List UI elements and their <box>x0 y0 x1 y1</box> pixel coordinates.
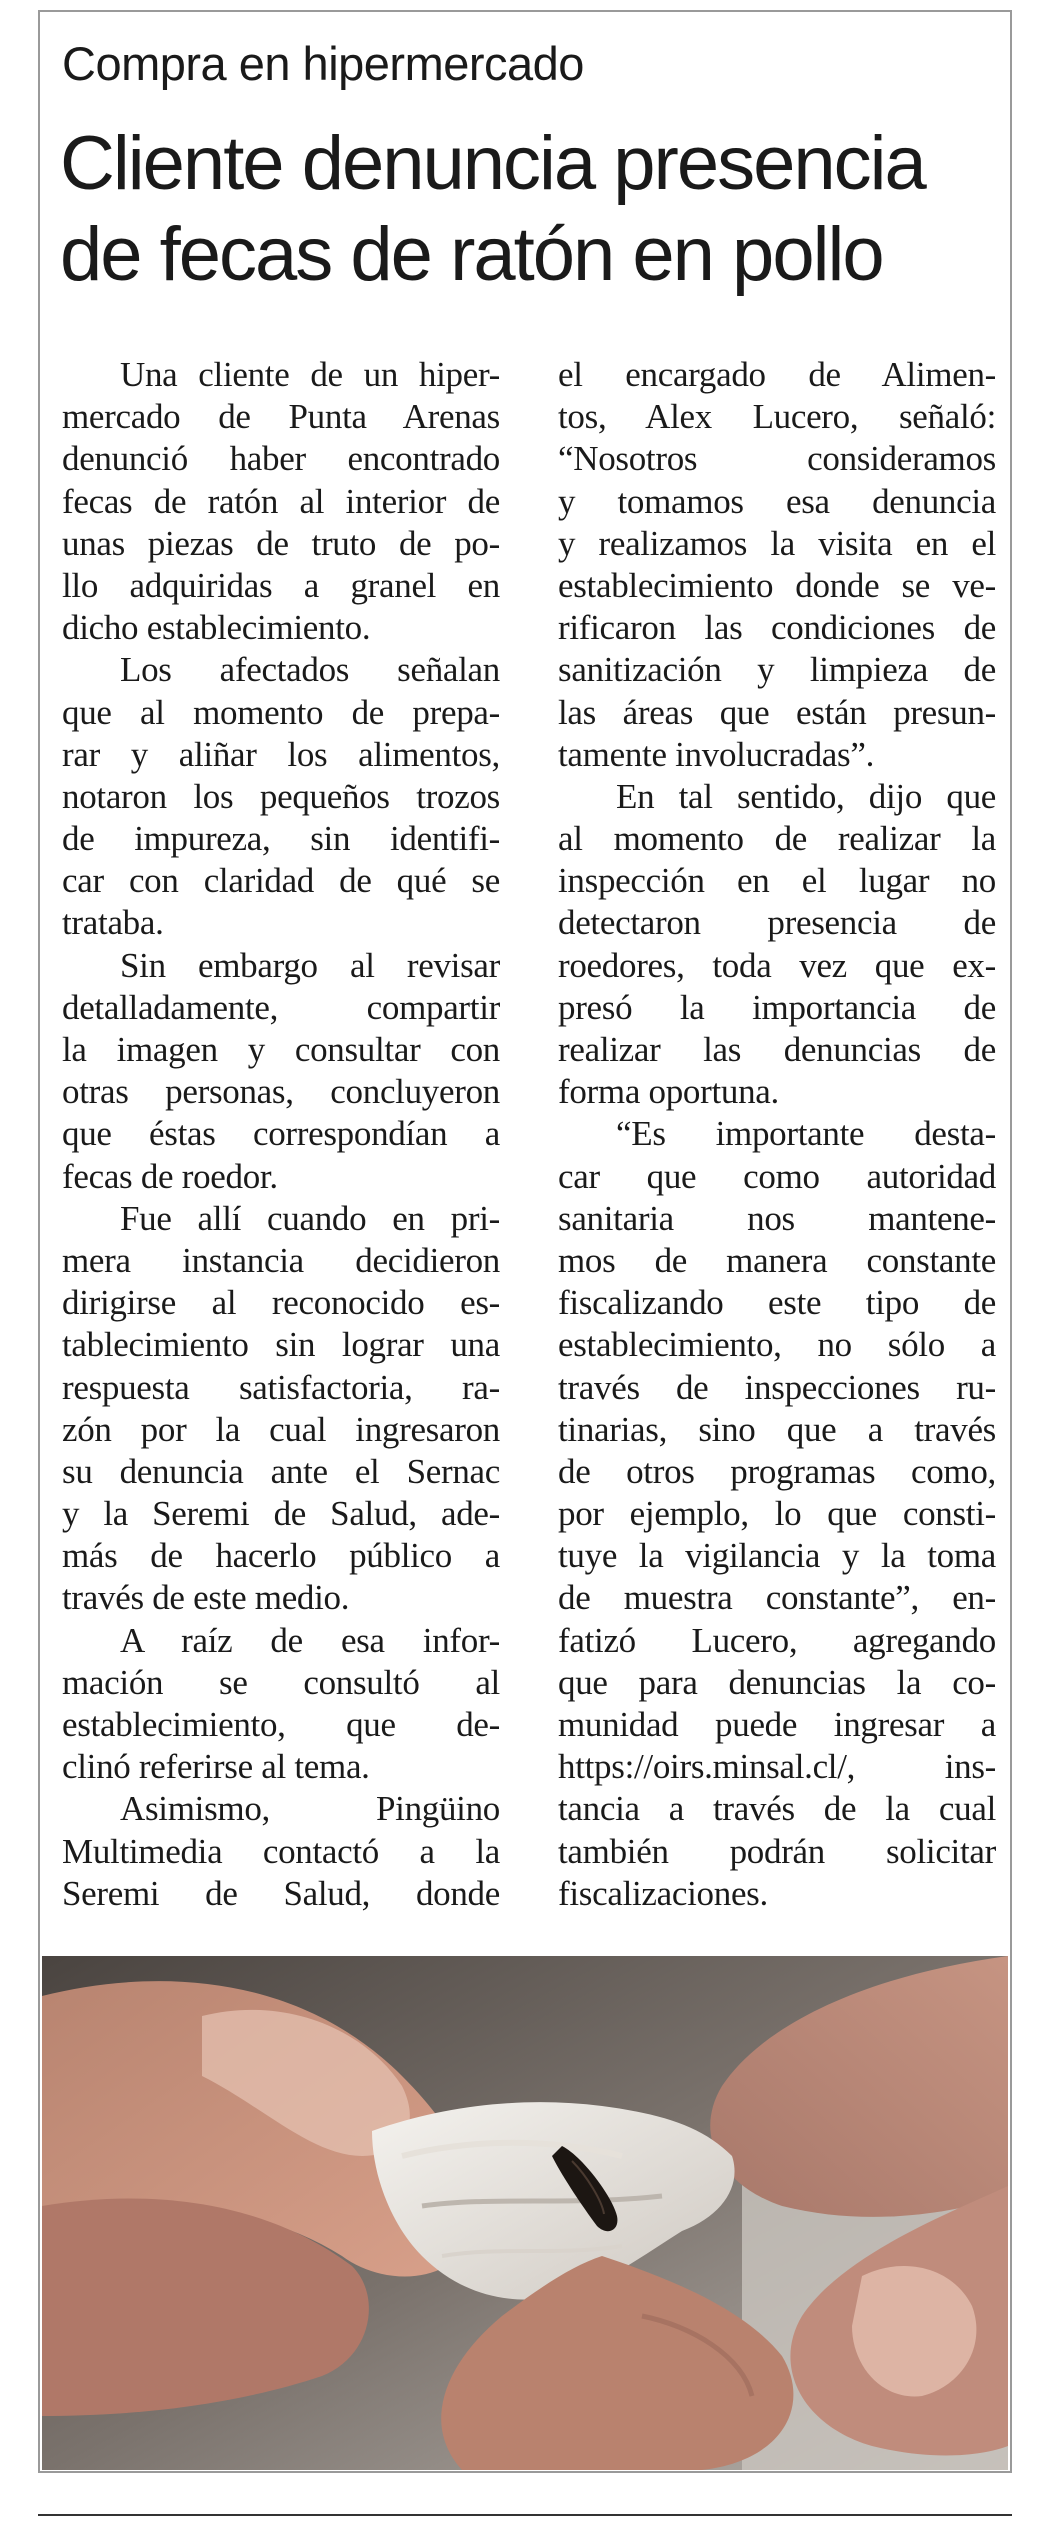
body-text-line: al momento de realizar la <box>558 819 996 859</box>
body-text-line: trataba. <box>62 903 164 943</box>
photo-fingers-chicken-skin <box>42 1956 1008 2470</box>
body-text-line: detectaron presencia de <box>558 903 996 943</box>
body-text-line: denunció haber encontrado <box>62 439 500 479</box>
body-text-line: fiscalizando este tipo de <box>558 1283 996 1323</box>
headline-line-2: de fecas de ratón en pollo <box>60 212 883 297</box>
text-column-left <box>62 354 500 1915</box>
body-text-line: dicho establecimiento. <box>62 608 371 648</box>
body-text-line: tancia a través de la cual <box>558 1789 996 1829</box>
body-text-line: sanitización y limpieza de <box>558 650 996 690</box>
body-text-line: establecimiento, no sólo a <box>558 1325 996 1365</box>
body-text-line: Seremi de Salud, donde <box>62 1873 500 1913</box>
body-text-line: través de este medio. <box>62 1578 350 1618</box>
body-text-line: rar y aliñar los alimentos, <box>62 734 500 774</box>
body-text-line: y la Seremi de Salud, ade- <box>62 1494 500 1534</box>
body-text-line: forma oportuna. <box>558 1072 779 1112</box>
body-text-line: clinó referirse al tema. <box>62 1747 370 1787</box>
body-text-line: Fue allí cuando en pri- <box>120 1198 500 1238</box>
body-text-line: https://oirs.minsal.cl/, ins- <box>558 1747 996 1787</box>
body-text-line: por ejemplo, lo que consti- <box>558 1494 996 1534</box>
body-text-line: fiscalizaciones. <box>558 1873 768 1913</box>
page-bottom-rule <box>38 2514 1012 2516</box>
body-text-line: Una cliente de un hiper- <box>120 355 500 394</box>
body-text-line: Asimismo, Pingüino <box>120 1789 500 1829</box>
body-text-line: zón por la cual ingresaron <box>62 1409 500 1449</box>
body-text-line: tamente involucradas”. <box>558 734 875 774</box>
body-text-line: que éstas correspondían a <box>62 1114 500 1154</box>
body-text-line: unas piezas de truto de po- <box>62 523 500 563</box>
kicker: Compra en hipermercado <box>62 37 584 90</box>
body-text-line: fecas de roedor. <box>62 1156 278 1196</box>
body-text-line: tinarias, sino que a través <box>558 1409 996 1449</box>
body-text-line: que para denuncias la co- <box>558 1662 996 1702</box>
article-body <box>62 354 1002 1914</box>
body-text-line: establecimiento, que de- <box>62 1705 500 1744</box>
body-text-line: de impureza, sin identifi- <box>62 819 500 859</box>
body-text-line: presó la importancia de <box>558 987 996 1027</box>
body-text-line: su denuncia ante el Sernac <box>62 1451 500 1491</box>
body-text-line: A raíz de esa infor- <box>120 1620 500 1660</box>
body-text-line: tablecimiento sin lograr una <box>62 1325 500 1365</box>
body-text-line: notaron los pequeños trozos <box>62 776 500 816</box>
body-text-line: mación se consultó al <box>62 1662 500 1702</box>
body-text-line: mercado de Punta Arenas <box>62 397 500 437</box>
body-text-line: la imagen y consultar con <box>62 1030 500 1069</box>
body-text-line: las áreas que están presun- <box>558 692 996 732</box>
headline <box>60 118 990 300</box>
body-text-line: fecas de ratón al interior de <box>62 481 500 521</box>
body-text-line: el encargado de Alimen- <box>558 355 996 394</box>
body-text-line: fatizó Lucero, agregando <box>558 1620 996 1660</box>
body-text-line: munidad puede ingresar a <box>558 1705 996 1744</box>
body-text-line: también podrán solicitar <box>558 1831 996 1871</box>
body-text-line: mera instancia decidieron <box>62 1240 500 1280</box>
body-text-line: rificaron las condiciones de <box>558 608 996 648</box>
body-text-line: dirigirse al reconocido es- <box>62 1283 500 1323</box>
body-text-line: Sin embargo al revisar <box>120 945 500 985</box>
article-photo <box>42 1956 1008 2470</box>
body-text-line: car con claridad de qué se <box>62 861 500 901</box>
body-text-line: que al momento de prepa- <box>62 692 500 732</box>
body-text-line: mos de manera constante <box>558 1240 996 1280</box>
body-text-line: En tal sentido, dijo que <box>616 776 996 816</box>
body-text-line: través de inspecciones ru- <box>558 1367 996 1407</box>
body-text-line: detalladamente, compartir <box>62 987 500 1027</box>
body-text-line: tos, Alex Lucero, señaló: <box>558 397 996 437</box>
body-text-line: tuye la vigilancia y la toma <box>558 1536 996 1576</box>
body-text-line: inspección en el lugar no <box>558 861 996 901</box>
body-text-line: car que como autoridad <box>558 1156 996 1196</box>
body-text-line: establecimiento donde se ve- <box>558 565 996 605</box>
body-text-line: de muestra constante”, en- <box>558 1578 996 1618</box>
body-text-line: realizar las denuncias de <box>558 1030 996 1069</box>
body-text-line: roedores, toda vez que ex- <box>558 945 996 985</box>
body-text-line: más de hacerlo público a <box>62 1536 500 1576</box>
body-text-line: Multimedia contactó a la <box>62 1831 500 1871</box>
text-column-right <box>558 354 996 1915</box>
body-text-line: respuesta satisfactoria, ra- <box>62 1367 500 1407</box>
body-text-line: “Es importante desta- <box>616 1114 996 1154</box>
body-text-line: Los afectados señalan <box>120 650 500 690</box>
body-text-line: y realizamos la visita en el <box>558 523 996 563</box>
body-text-line: otras personas, concluyeron <box>62 1072 500 1112</box>
body-text-line: de otros programas como, <box>558 1451 996 1491</box>
headline-line-1: Cliente denuncia presencia <box>60 121 925 206</box>
body-text-line: sanitaria nos mantene- <box>558 1198 996 1238</box>
body-text-line: “Nosotros consideramos <box>558 439 996 479</box>
body-text-line: y tomamos esa denuncia <box>558 481 996 521</box>
body-text-line: llo adquiridas a granel en <box>62 565 500 605</box>
